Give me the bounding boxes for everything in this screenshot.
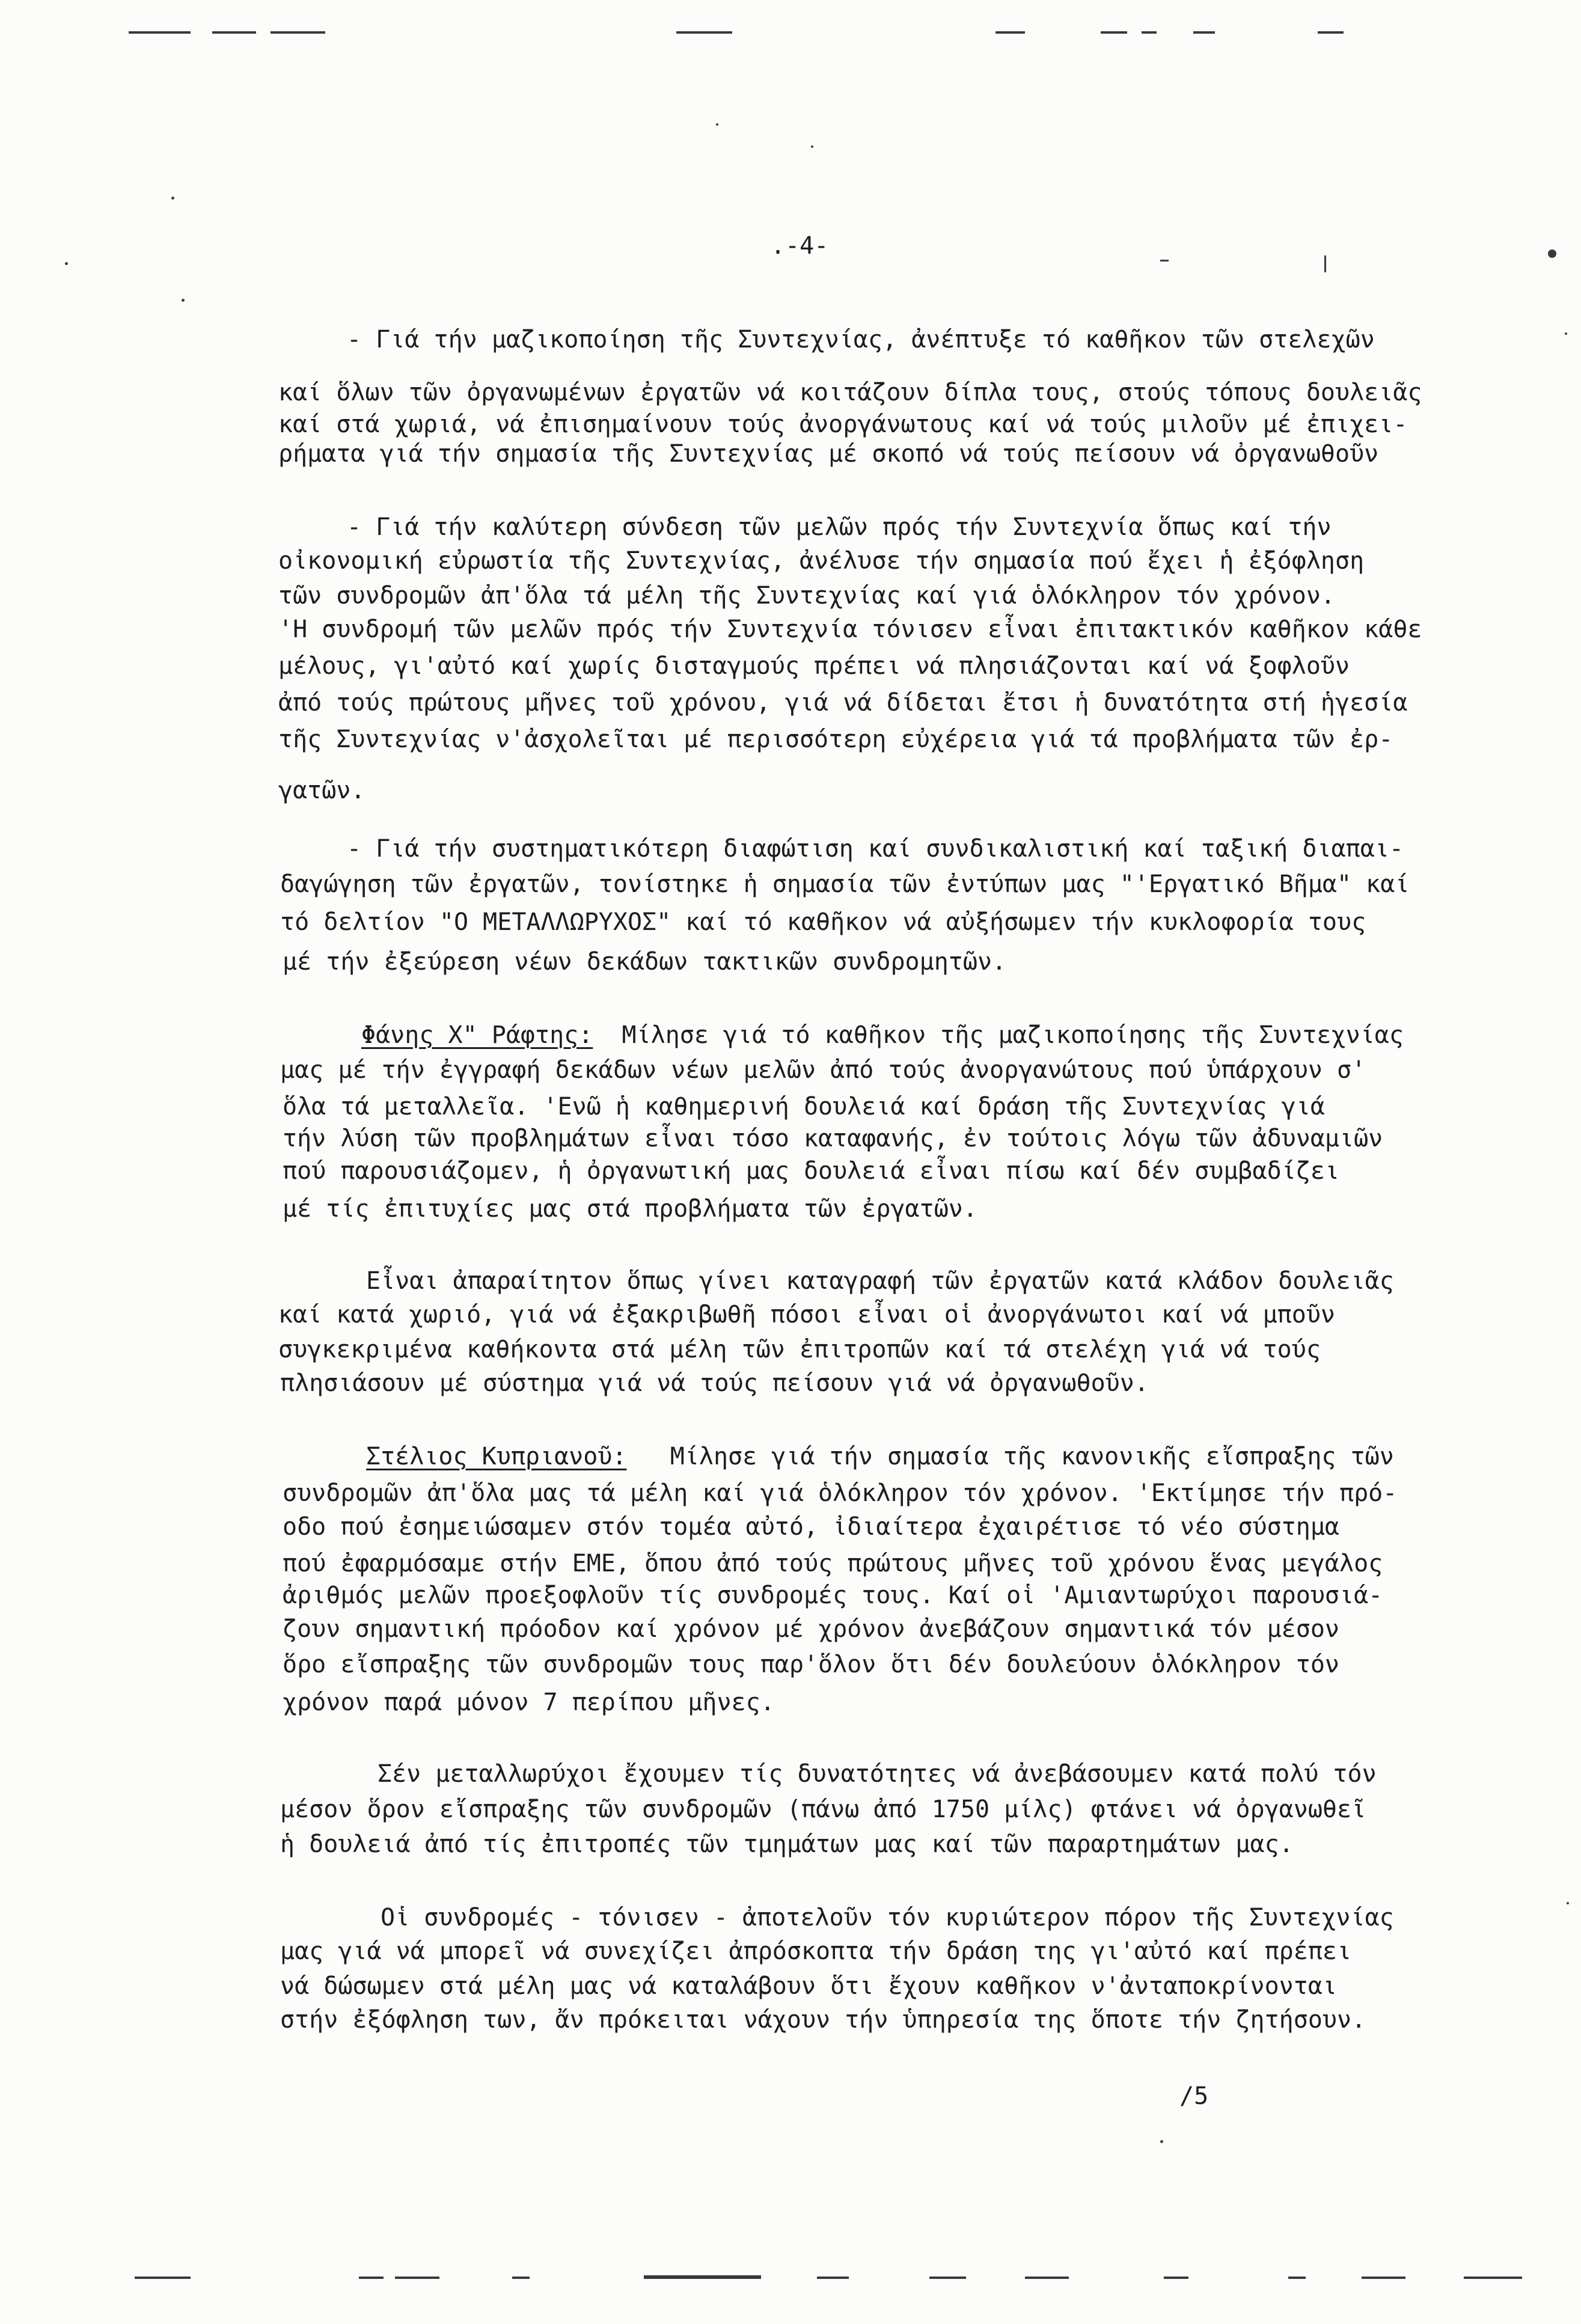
speaker-name: Στέλιος Κυπριανοῦ:	[366, 1443, 627, 1470]
scan-mark	[1193, 31, 1215, 34]
scan-mark	[929, 2277, 966, 2279]
paragraph-line: οδο πού ἐσημειώσαμεν στόν τομέα αὐτό, ἰδιαίτερα ἐχαιρέτισε τό νέο σύστημα	[283, 1513, 1339, 1541]
scan-mark	[1142, 31, 1157, 34]
paragraph-line: - Γιά τήν μαζικοποίηση τῆς Συντεχνίας, ἀνέπτυξε τό καθῆκον τῶν στελεχῶν	[347, 326, 1375, 353]
paragraph-line: οἰκονομική εὐρωστία τῆς Συντεχνίας, ἀνέλυσε τήν σημασία πού ἔχει ἡ ἐξόφληση	[278, 547, 1365, 575]
paragraph-text: Μίλησε γιά τό καθῆκον τῆς μαζικοποίησης τῆς Συντεχνίας	[622, 1021, 1404, 1049]
continuation-marker: /5	[1179, 2082, 1209, 2110]
scan-mark	[129, 31, 191, 34]
paragraph-line: καί ὅλων τῶν ὀργανωμένων ἐργατῶν νά κοιτάζουν δίπλα τους, στούς τόπους δουλειᾶς	[278, 379, 1422, 406]
scan-mark	[1025, 2277, 1069, 2279]
paragraph-line: ὅρο εἴσπραξης τῶν συνδρομῶν τους παρ'ὅλον ὅτι δέν δουλεύουν ὁλόκληρον τόν	[283, 1651, 1339, 1678]
scan-speck	[1160, 260, 1169, 261]
scan-mark	[1288, 2277, 1306, 2279]
paragraph-line: δαγώγηση τῶν ἐργατῶν, τονίστηκε ἡ σημασία τῶν ἐντύπων μας "'Εργατικό Βῆμα" καί	[280, 870, 1410, 898]
paragraph-line	[361, 1021, 1404, 1050]
paragraph-line: ρήματα γιά τήν σημασία τῆς Συντεχνίας μέ σκοπό νά τούς πείσουν νά ὀργανωθοῦν	[278, 440, 1379, 468]
paragraph-line: ὅλα τά μεταλλεῖα. 'Ενῶ ἡ καθημερινή δουλειά καί δράση τῆς Συντεχνίας γιά	[283, 1093, 1325, 1121]
scan-mark	[135, 2277, 191, 2279]
scan-mark	[512, 2277, 530, 2279]
speaker-name: Φάνης Χ" Ράφτης:	[361, 1021, 593, 1049]
paragraph-line: μέλους, γι'αὐτό καί χωρίς δισταγμούς πρέπει νά πλησιάζονται καί νά ξοφλοῦν	[278, 652, 1350, 680]
scan-speck	[1567, 1902, 1569, 1904]
paragraph-line: νά δώσωμεν στά μέλη μας νά καταλάβουν ὅτι ἔχουν καθῆκον ν'ἀνταποκρίνονται	[280, 1972, 1337, 2000]
paragraph-line: μέσον ὅρον εἴσπραξης τῶν συνδρομῶν (πάνω ἀπό 1750 μίλς) φτάνει νά ὀργανωθεῖ	[280, 1796, 1366, 1823]
paragraph-line: καί κατά χωριό, γιά νά ἐξακριβωθῆ πόσοι εἶναι οἱ ἀνοργάνωτοι καί νά μποῦν	[278, 1301, 1335, 1329]
scan-speck	[171, 197, 174, 200]
paragraph-line: γατῶν.	[278, 777, 365, 804]
paragraph-line: πού παρουσιάζομεν, ἡ ὀργανωτική μας δουλειά εἶναι πίσω καί δέν συμβαδίζει	[283, 1157, 1339, 1185]
scan-speck	[1160, 2140, 1163, 2143]
scan-mark	[995, 31, 1025, 34]
page-number: .-4-	[771, 232, 829, 260]
paragraph-line: συγκεκριμένα καθήκοντα στά μέλη τῶν ἐπιτροπῶν καί τά στελέχη γιά νά τούς	[278, 1336, 1321, 1363]
scan-speck	[65, 262, 68, 265]
paragraph-line: μέ τίς ἐπιτυχίες μας στά προβλήματα τῶν ἐργατῶν.	[283, 1195, 977, 1223]
paragraph-line: τῶν συνδρομῶν ἀπ'ὅλα τά μέλη τῆς Συντεχνίας καί γιά ὁλόκληρον τόν χρόνον.	[278, 582, 1335, 610]
scan-mark	[1318, 31, 1344, 34]
scan-mark	[1362, 2277, 1405, 2279]
paragraph-line: μέ τήν ἐξεύρεση νέων δεκάδων τακτικῶν συνδρομητῶν.	[283, 948, 1007, 976]
scan-speck	[1548, 249, 1556, 258]
paragraph-line: τήν λύση τῶν προβλημάτων εἶναι τόσο καταφανής, ἐν τούτοις λόγω τῶν ἀδυναμιῶν	[283, 1125, 1383, 1152]
scan-speck	[1565, 332, 1567, 335]
paragraph-line: μας γιά νά μπορεῖ νά συνεχίζει ἀπρόσκοπτα τήν δράση της γι'αὐτό καί πρέπει	[280, 1937, 1352, 1965]
scan-speck	[716, 123, 718, 126]
scan-mark	[212, 31, 256, 34]
scan-speck	[811, 145, 813, 148]
scan-mark	[395, 2277, 439, 2279]
paragraph-line: - Γιά τήν συστηματικότερη διαφώτιση καί συνδικαλιστική καί ταξική διαπαι-	[347, 835, 1404, 863]
paragraph-line: τό δελτίον "Ο ΜΕΤΑΛΛΩΡΥΧΟΣ" καί τό καθῆκον νά αὐξήσωμεν τήν κυκλοφορία τους	[280, 908, 1366, 936]
paragraph-line: - Γιά τήν καλύτερη σύνδεση τῶν μελῶν πρός τήν Συντεχνία ὅπως καί τήν	[347, 513, 1332, 541]
paragraph-line: τῆς Συντεχνίας ν'ἀσχολεῖται μέ περισσότερη εὐχέρεια γιά τά προβλήματα τῶν ἐρ-	[278, 726, 1393, 753]
paragraph-line: μας μέ τήν ἐγγραφή δεκάδων νέων μελῶν ἀπό τούς ἀνοργανώτους πού ὑπάρχουν σ'	[280, 1056, 1366, 1084]
paragraph-line: Οἱ συνδρομές - τόνισεν - ἀποτελοῦν τόν κυριώτερον πόρον τῆς Συντεχνίας	[381, 1904, 1394, 1931]
paragraph-line: Σέν μεταλλωρύχοι ἔχουμεν τίς δυνατότητες νά ἀνεβάσουμεν κατά πολύ τόν	[378, 1760, 1377, 1788]
paragraph-line: καί στά χωριά, νά ἐπισημαίνουν τούς ἀνοργάνωτους καί νά τούς μιλοῦν μέ ἐπιχει-	[278, 411, 1408, 438]
paragraph-line: 'Η συνδρομή τῶν μελῶν πρός τήν Συντεχνία τόνισεν εἶναι ἐπιτακτικόν καθῆκον κάθε	[278, 616, 1422, 643]
paragraph-line: πού ἐφαρμόσαμε στήν ΕΜΕ, ὅπου ἀπό τούς πρώτους μῆνες τοῦ χρόνου ἕνας μεγάλος	[283, 1550, 1383, 1577]
paragraph-line: ζουν σημαντική πρόοδον καί χρόνον μέ χρόνον ἀνεβάζουν σημαντικά τόν μέσον	[283, 1615, 1339, 1643]
scan-mark	[1464, 2277, 1522, 2279]
paragraph-line: χρόνον παρά μόνον 7 περίπου μῆνες.	[283, 1689, 775, 1716]
paragraph-line: Εἶναι ἀπαραίτητον ὅπως γίνει καταγραφή τῶν ἐργατῶν κατά κλάδον δουλειᾶς	[366, 1267, 1394, 1295]
paragraph-text: Μίλησε γιά τήν σημασία τῆς κανονικῆς εἴσπραξης τῶν	[670, 1443, 1394, 1470]
paragraph-line: πλησιάσουν μέ σύστημα γιά νά τούς πείσουν γιά νά ὀργανωθοῦν.	[280, 1369, 1149, 1397]
paragraph-line: συνδρομῶν ἀπ'ὅλα μας τά μέλη καί γιά ὁλόκληρον τόν χρόνον. 'Εκτίμησε τήν πρό-	[283, 1479, 1398, 1507]
paragraph-line	[366, 1442, 1394, 1471]
scan-mark	[644, 2275, 761, 2279]
paragraph-line: στήν ἐξόφληση των, ἄν πρόκειται νάχουν τήν ὑπηρεσία της ὅποτε τήν ζητήσουν.	[280, 2006, 1366, 2034]
scan-mark	[359, 2277, 384, 2279]
paragraph-line: ἀριθμός μελῶν προεξοφλοῦν τίς συνδρομές τους. Καί οἱ 'Αμιαντωρύχοι παρουσιά-	[283, 1582, 1383, 1609]
scan-speck	[1324, 255, 1326, 272]
scan-mark	[1164, 2277, 1188, 2279]
paragraph-line: ἡ δουλειά ἀπό τίς ἐπιτροπές τῶν τμημάτων μας καί τῶν παραρτημάτων μας.	[280, 1830, 1294, 1858]
scan-mark	[676, 31, 732, 34]
paragraph-line: ἀπό τούς πρώτους μῆνες τοῦ χρόνου, γιά νά δίδεται ἔτσι ἡ δυνατότητα στή ἡγεσία	[278, 689, 1408, 717]
scan-speck	[182, 299, 185, 302]
scan-mark	[271, 31, 325, 34]
scan-mark	[817, 2277, 849, 2279]
scan-mark	[1101, 31, 1127, 34]
